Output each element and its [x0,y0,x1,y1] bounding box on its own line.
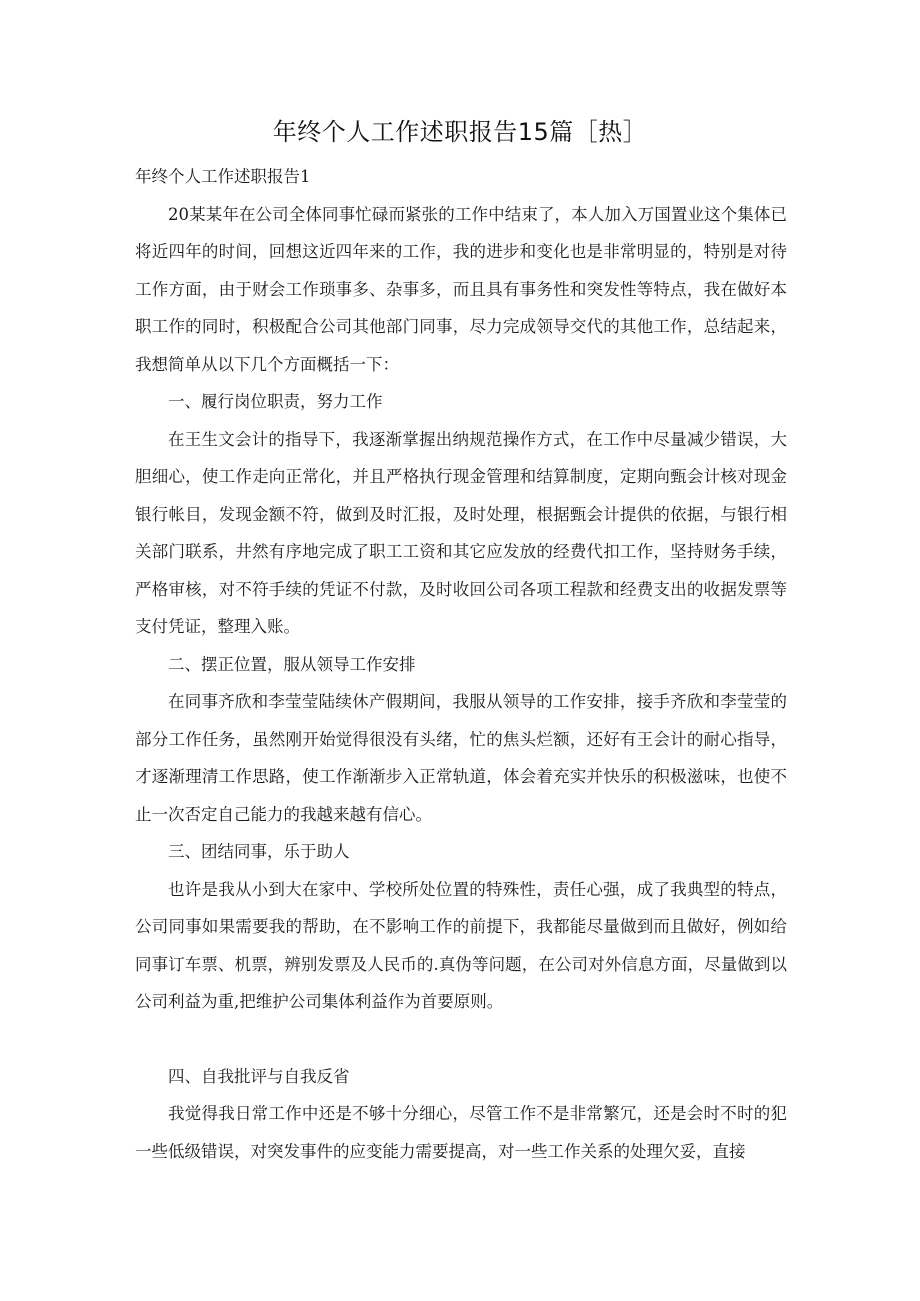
section-heading-3: 三、团结同事，乐于助人 [168,842,350,861]
section-body-4: 我觉得我日常工作中还是不够十分细心，尽管工作不是非常繁冗，还是会时不时的犯一些低级错误，对突发事件的应变能力需要提高，对一些工作关系的处理欠妥，直接 [135,1104,787,1161]
section-body-1: 在王生文会计的指导下，我逐渐掌握出纳规范操作方式，在工作中尽量减少错误，大胆细心，使工作走向正常化，并且严格执行现金管理和结算制度，定期向甄会计核对现金银行帐目，发现金额不符，做到及时汇报，及时处理，根据甄会计提供的依据，与银行相关部门联系，井然有序地完成了职工工资和其它应发放的经费代扣工作，坚持财务手续，严格审核，对不符手续的凭证不付款，及时收回公司各项工程款和经费支出的收据发票等支付凭证，整理入账。 [135,429,787,636]
section-body-3: 也许是我从小到大在家中、学校所处位置的特殊性，责任心强，成了我典型的特点，公司同事如果需要我的帮助，在不影响工作的前提下，我都能尽量做到而且做好，例如给同事订车票、机票，辨别发票及人民币的.真伪等问题，在公司对外信息方面，尽量做到以公司利益为重,把维护公司集体利益作为首要原则。 [135,879,787,1011]
document-title: 年终个人工作述职报告15篇［热］ [272,118,648,146]
report-subtitle: 年终个人工作述职报告1 [135,167,311,186]
section-body-2: 在同事齐欣和李莹莹陆续休产假期间，我服从领导的工作安排，接手齐欣和李莹莹的部分工作任务，虽然刚开始觉得很没有头绪，忙的焦头烂额，还好有王会计的耐心指导，才逐渐理清工作思路，使工作渐渐步入正常轨道，体会着充实并快乐的积极滋味，也使不止一次否定自己能力的我越来越有信心。 [135,692,787,824]
section-heading-4: 四、自我批评与自我反省 [168,1066,350,1086]
section-heading-2: 二、摆正位置，服从领导工作安排 [168,654,416,674]
section-heading-1: 一、履行岗位职责，努力工作 [168,392,383,411]
blank-line [135,1021,787,1058]
intro-paragraph: 20某某年在公司全体同事忙碌而紧张的工作中结束了，本人加入万国置业这个集体已将近四年的时间，回想这近四年来的工作，我的进步和变化也是非常明显的，特别是对待工作方面，由于财会工作琐事多、杂事多，而且具有事务性和突发性等特点，我在做好本职工作的同时，积极配合公司其他部门同事，尽力完成领导交代的其他工作，总结起来，我想简单从以下几个方面概括一下： [135,204,787,374]
document-body [135,158,787,1170]
